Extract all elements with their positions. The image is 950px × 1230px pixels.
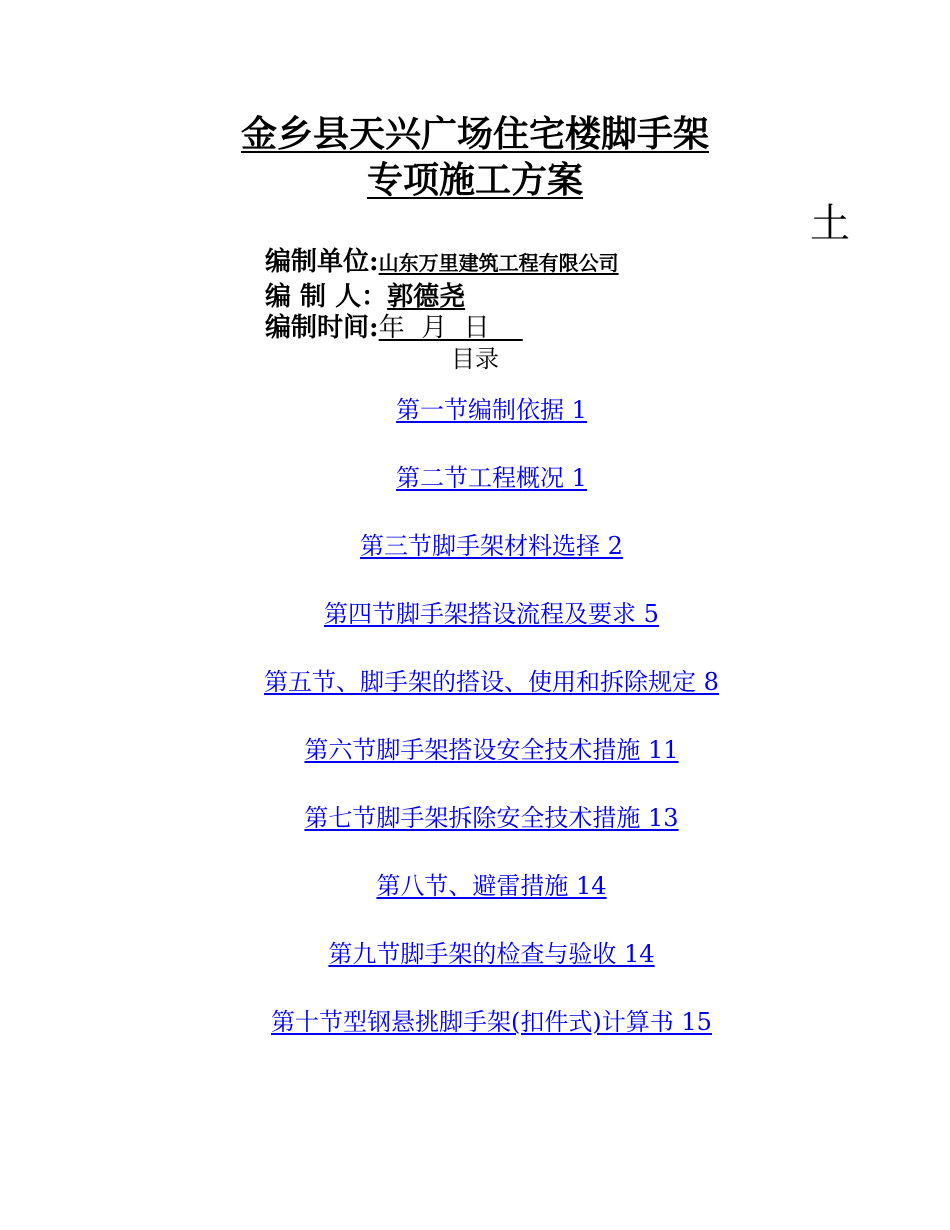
toc-link-section-9[interactable]: 第九节脚手架的检查与验收 14 xyxy=(328,940,655,968)
document-title-line-2 xyxy=(0,158,950,202)
meta-date-row xyxy=(265,312,523,344)
toc-item xyxy=(0,868,950,936)
toc-link-section-8[interactable]: 第八节、避雷措施 14 xyxy=(376,872,607,900)
toc-link-section-2[interactable]: 第二节工程概况 1 xyxy=(396,464,587,492)
toc-link-section-10[interactable]: 第十节型钢悬挑脚手架(扣件式)计算书 15 xyxy=(271,1008,712,1036)
toc-link-section-1[interactable]: 第一节编制依据 1 xyxy=(396,396,587,424)
toc-item xyxy=(0,460,950,528)
title-text-2: 专项施工方案 xyxy=(366,159,583,201)
margin-character: 土 xyxy=(810,201,850,247)
toc-item xyxy=(0,528,950,596)
toc-item xyxy=(0,936,950,1004)
date-value: 年 月 日 xyxy=(378,313,523,343)
toc-link-section-7[interactable]: 第七节脚手架拆除安全技术措施 13 xyxy=(304,804,679,832)
toc-item xyxy=(0,800,950,868)
meta-unit-row xyxy=(265,246,619,279)
title-text-1: 金乡县天兴广场住宅楼脚手架 xyxy=(240,113,709,155)
toc-link-section-6[interactable]: 第六节脚手架搭设安全技术措施 11 xyxy=(304,736,679,764)
person-value: 郭德尧 xyxy=(387,282,466,312)
toc-link-section-3[interactable]: 第三节脚手架材料选择 2 xyxy=(360,532,623,560)
toc-heading: 目录 xyxy=(451,345,499,373)
toc-item xyxy=(0,596,950,664)
toc-item xyxy=(0,664,950,732)
toc-link-section-5[interactable]: 第五节、脚手架的搭设、使用和拆除规定 8 xyxy=(264,668,719,696)
toc-item xyxy=(0,392,950,460)
toc-link-section-4[interactable]: 第四节脚手架搭设流程及要求 5 xyxy=(324,600,659,628)
date-label: 编制时间: xyxy=(265,313,379,343)
unit-label: 编制单位: xyxy=(265,247,379,277)
unit-value: 山东万里建筑工程有限公司 xyxy=(378,251,619,275)
toc-item xyxy=(0,1004,950,1072)
toc-item xyxy=(0,732,950,800)
meta-person-row xyxy=(265,281,465,313)
document-title-line-1 xyxy=(0,112,950,156)
table-of-contents xyxy=(0,392,950,1072)
person-label: 编 制 人： xyxy=(265,282,388,312)
